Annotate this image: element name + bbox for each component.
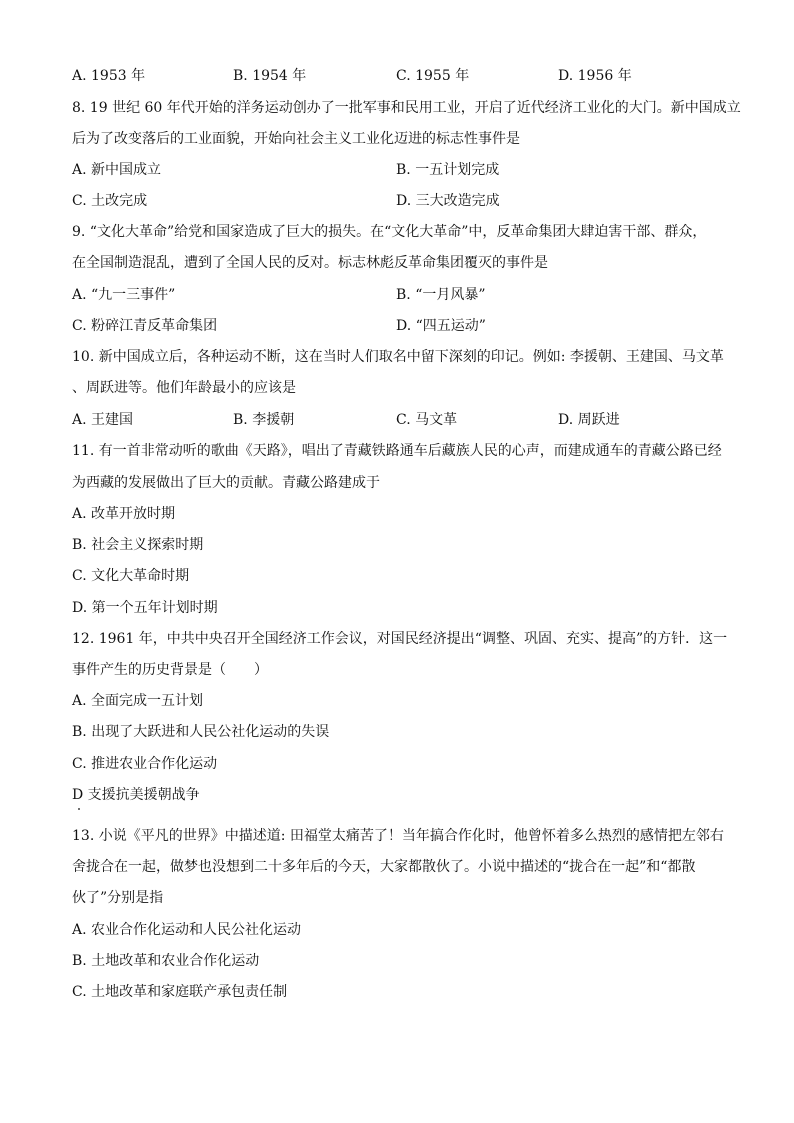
q7-option-a[interactable]: A. 1953 年	[72, 68, 146, 84]
q9-option-b[interactable]: B. “一月风暴”	[396, 287, 486, 303]
q13-stem-line-3: 伙了”分别是指	[72, 890, 164, 906]
q12-option-b[interactable]: B. 出现了大跃进和人民公社化运动的失误	[72, 724, 330, 740]
q7-option-b[interactable]: B. 1954 年	[233, 68, 307, 84]
q8-options-row-1	[72, 160, 732, 180]
q13-stem-line-2: 舍拢合在一起，做梦也没想到二十多年后的今天，大家都散伙了。小说中描述的“拢合在一起”和“都散	[72, 859, 696, 875]
q7-option-c[interactable]: C. 1955 年	[396, 68, 470, 84]
q12-option-d[interactable]: D 支援抗美援朝战争	[72, 787, 200, 803]
q10-stem-line-2: 、周跃进等。他们年龄最小的应该是	[72, 380, 296, 396]
q8-option-a[interactable]: A. 新中国成立	[72, 162, 162, 178]
q12-option-c[interactable]: C. 推进农业合作化运动	[72, 756, 218, 772]
q11-option-b[interactable]: B. 社会主义探索时期	[72, 537, 204, 553]
q9-stem-line-1: 9. “文化大革命”给党和国家造成了巨大的损失。在“文化大革命”中，反革命集团大肆迫害干部、群众，	[72, 224, 707, 240]
q13-option-a[interactable]: A. 农业合作化运动和人民公社化运动	[72, 922, 302, 938]
q13-option-b[interactable]: B. 土地改革和农业合作化运动	[72, 953, 260, 969]
q9-option-c[interactable]: C. 粉碎江青反革命集团	[72, 318, 218, 334]
q12-option-a[interactable]: A. 全面完成一五计划	[72, 693, 204, 709]
q8-option-b[interactable]: B. 一五计划完成	[396, 162, 500, 178]
q10-options	[72, 410, 732, 430]
q8-stem-line-2: 后为了改变落后的工业面貌，开始向社会主义工业化迈进的标志性事件是	[72, 131, 520, 147]
q11-option-a[interactable]: A. 改革开放时期	[72, 506, 176, 522]
q11-option-c[interactable]: C. 文化大革命时期	[72, 568, 190, 584]
stray-dot-mark	[78, 808, 80, 810]
q10-stem-line-1: 10. 新中国成立后，各种运动不断，这在当时人们取名中留下深刻的印记。例如: 李援朝、王建国、马文革	[72, 349, 724, 365]
q10-option-b[interactable]: B. 李援朝	[233, 412, 295, 428]
q9-options-row-2	[72, 316, 732, 336]
q9-options-row-1	[72, 285, 732, 305]
q11-option-d[interactable]: D. 第一个五年计划时期	[72, 600, 218, 616]
q10-option-a[interactable]: A. 王建国	[72, 412, 134, 428]
q10-option-d[interactable]: D. 周跃进	[558, 412, 620, 428]
q9-stem-line-2: 在全国制造混乱，遭到了全国人民的反对。标志林彪反革命集团覆灭的事件是	[72, 255, 548, 271]
q9-option-d[interactable]: D. “四五运动”	[396, 318, 486, 334]
q8-stem-line-1: 8. 19 世纪 60 年代开始的洋务运动创办了一批军事和民用工业，开启了近代经济工业化的大门。新中国成立	[72, 100, 741, 116]
q9-option-a[interactable]: A. “九一三事件”	[72, 287, 176, 303]
q8-options-row-2	[72, 191, 732, 211]
q11-stem-line-1: 11. 有一首非常动听的歌曲《天路》，唱出了青藏铁路通车后藏族人民的心声，而建成通车的青藏公路已经	[72, 443, 722, 459]
q13-stem-line-1: 13. 小说《平凡的世界》中描述道: 田福堂太痛苦了！当年搞合作化时，他曾怀着多么热烈的感情把左邻右	[72, 828, 724, 844]
q8-option-c[interactable]: C. 土改完成	[72, 193, 148, 209]
q7-options	[72, 66, 732, 86]
q11-stem-line-2: 为西藏的发展做出了巨大的贡献。青藏公路建成于	[72, 475, 380, 491]
q7-option-d[interactable]: D. 1956 年	[558, 68, 632, 84]
q12-stem-line-1: 12. 1961 年，中共中央召开全国经济工作会议，对国民经济提出“调整、巩固、充实、提高”的方针．这一	[72, 631, 728, 647]
q8-option-d[interactable]: D. 三大改造完成	[396, 193, 500, 209]
q13-option-c[interactable]: C. 土地改革和家庭联产承包责任制	[72, 984, 288, 1000]
q10-option-c[interactable]: C. 马文革	[396, 412, 458, 428]
q12-stem-line-2: 事件产生的历史背景是（ ）	[72, 662, 268, 678]
